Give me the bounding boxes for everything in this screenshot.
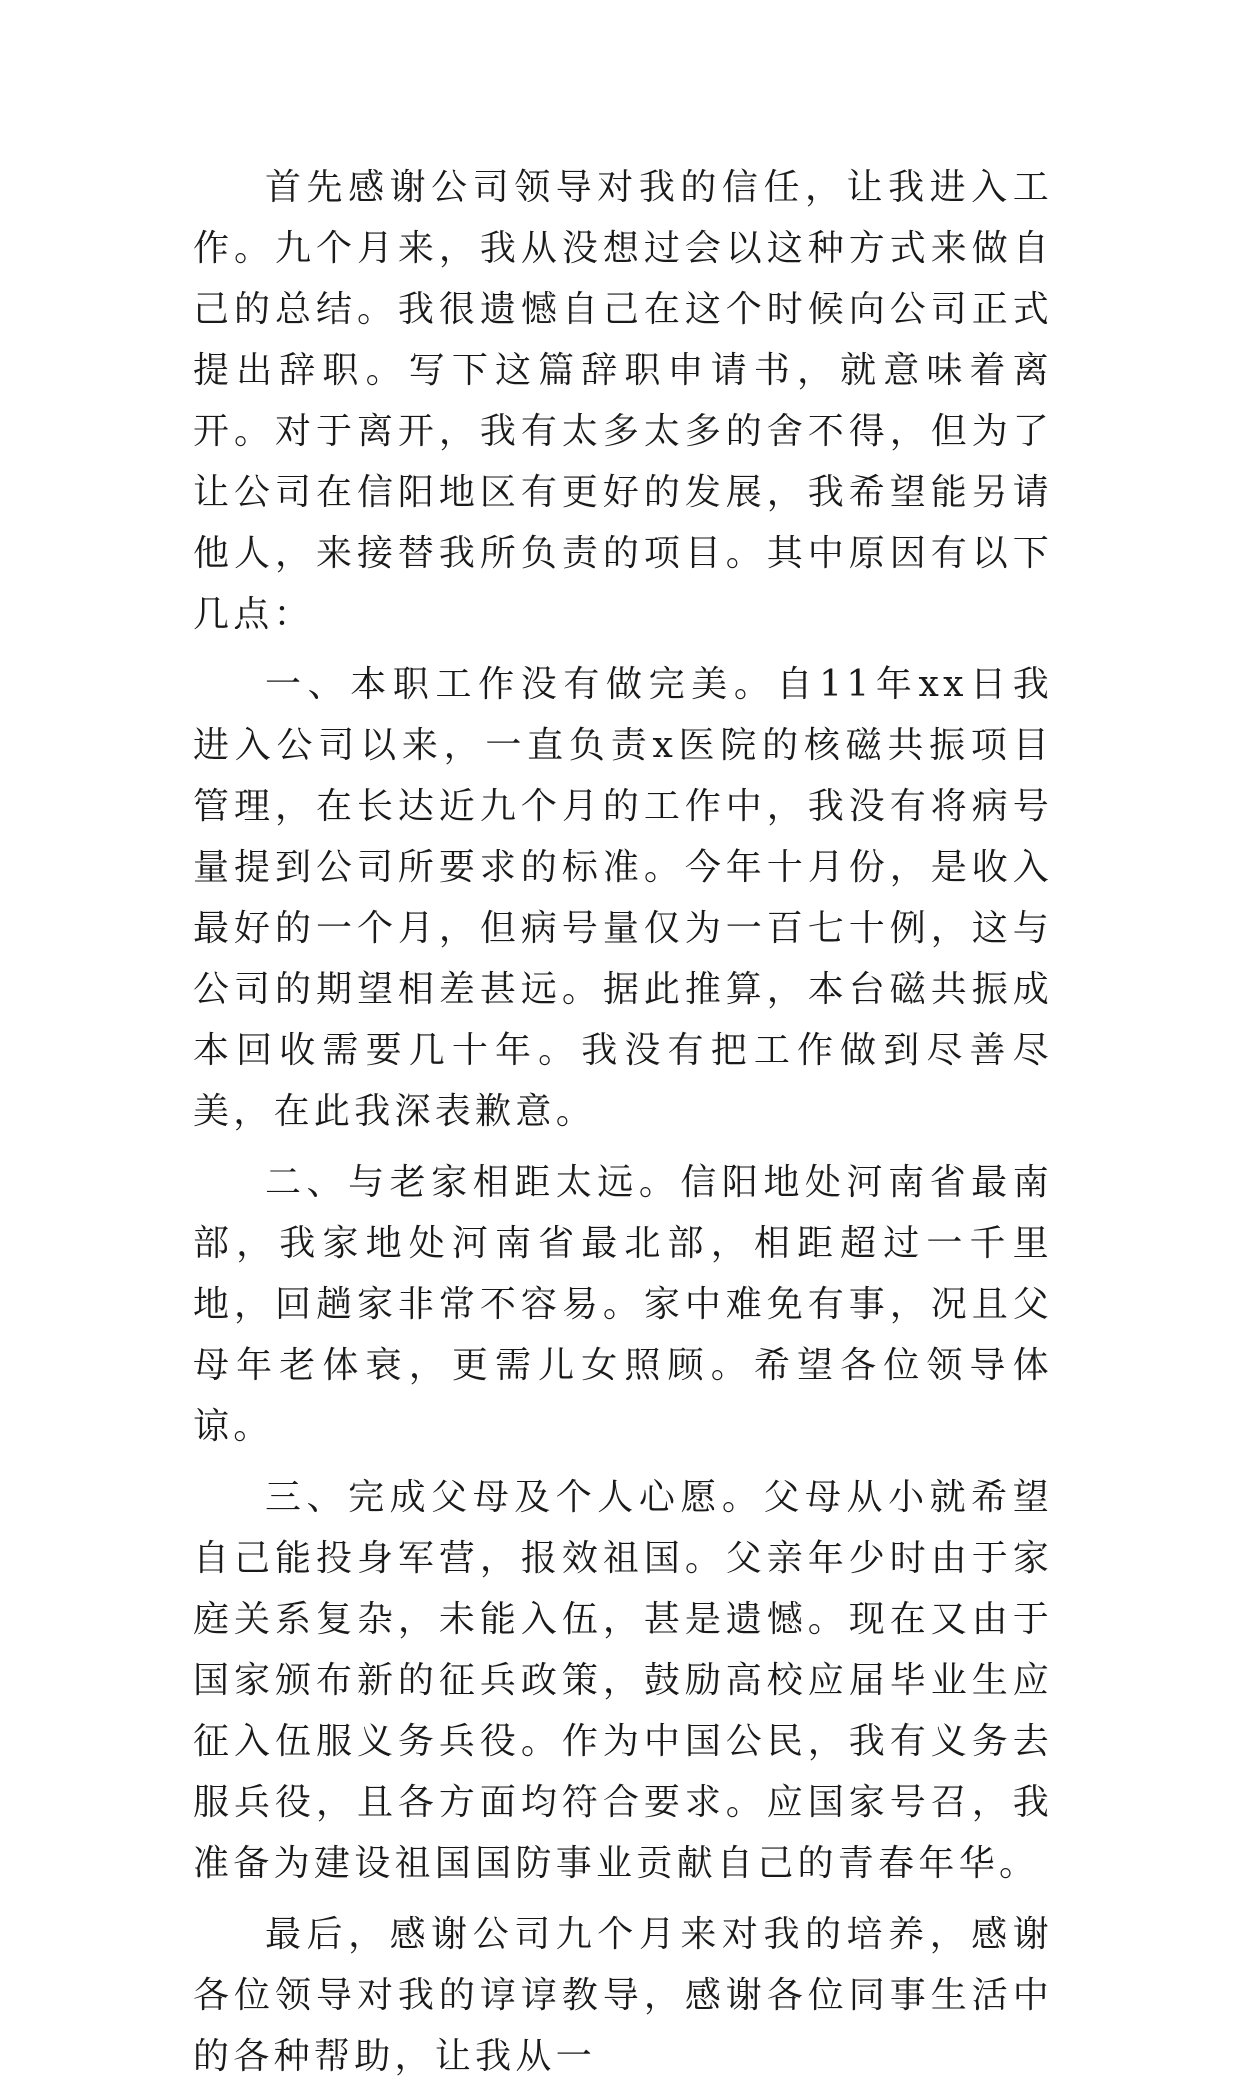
paragraph-reason-two: 二、与老家相距太远。信阳地处河南省最南部，我家地处河南省最北部，相距超过一千里地，回趟家非常不容易。家中难免有事，况且父母年老体衰，更需儿女照顾。希望各位领导体谅。 [193,1162,1053,1447]
document-body [193,157,1053,2097]
paragraph-intro: 首先感谢公司领导对我的信任，让我进入工作。九个月来，我从没想过会以这种方式来做自己的总结。我很遗憾自己在这个时候向公司正式提出辞职。写下这篇辞职申请书，就意味着离开。对于离开，我有太多太多的舍不得，但为了让公司在信阳地区有更好的发展，我希望能另请他人，来接替我所负责的项目。其中原因有以下几点： [193,167,1053,635]
paragraph-reason-one: 一、本职工作没有做完美。自11年xx日我进入公司以来，一直负责x医院的核磁共振项目管理，在长达近九个月的工作中，我没有将病号量提到公司所要求的标准。今年十月份，是收入最好的一个月，但病号量仅为一百七十例，这与公司的期望相差甚远。据此推算，本台磁共振成本回收需要几十年。我没有把工作做到尽善尽美，在此我深表歉意。 [193,664,1053,1132]
paragraph-reason-three: 三、完成父母及个人心愿。父母从小就希望自己能投身军营，报效祖国。父亲年少时由于家庭关系复杂，未能入伍，甚是遗憾。现在又由于国家颁布新的征兵政策，鼓励高校应届毕业生应征入伍服义务兵役。作为中国公民，我有义务去服兵役，且各方面均符合要求。应国家号召，我准备为建设祖国国防事业贡献自己的青春年华。 [193,1477,1053,1884]
paragraph-closing: 最后，感谢公司九个月来对我的培养，感谢各位领导对我的谆谆教导，感谢各位同事生活中的各种帮助，让我从一 [193,1914,1053,2077]
